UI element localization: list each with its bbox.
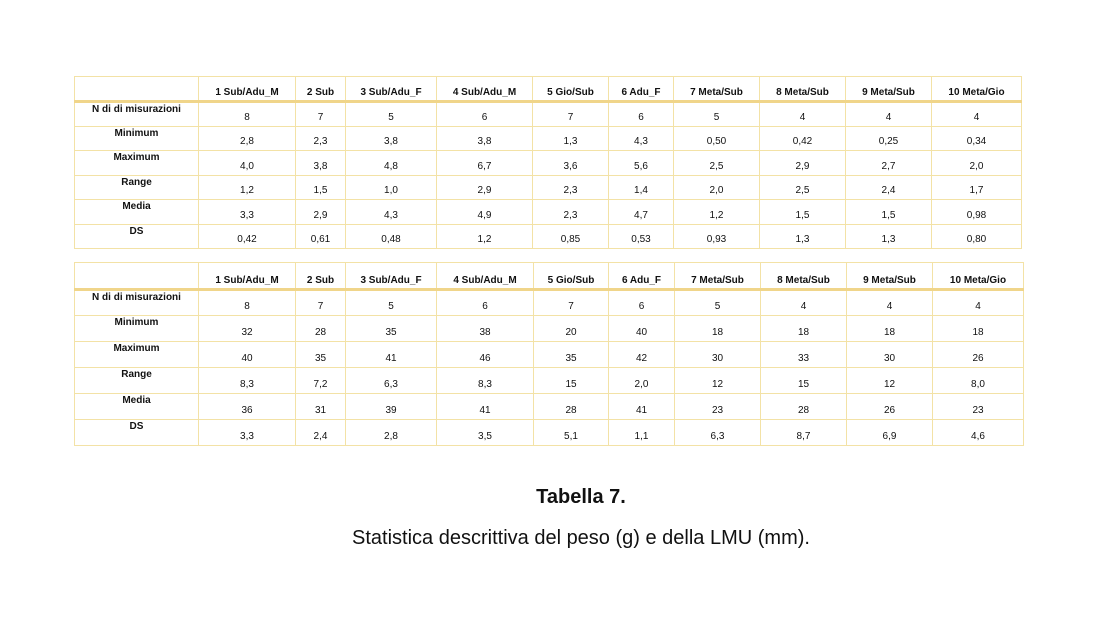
table-cell: 30 xyxy=(675,342,761,368)
table-cell: 5 xyxy=(346,102,437,127)
table-cell: 28 xyxy=(761,394,847,420)
table-cell: 2,5 xyxy=(760,175,846,200)
table-cell: 26 xyxy=(847,394,933,420)
table-cell: 39 xyxy=(346,394,437,420)
table-cell: 1,3 xyxy=(533,126,609,151)
table-cell: 36 xyxy=(199,394,296,420)
table-cell: 4,3 xyxy=(609,126,674,151)
table-cell: 8,0 xyxy=(933,368,1024,394)
table-cell: 1,2 xyxy=(199,175,296,200)
table-cell: 7 xyxy=(296,102,346,127)
header-cell: 4 Sub/Adu_M xyxy=(437,77,533,102)
table-cell: 38 xyxy=(437,316,534,342)
header-cell: 7 Meta/Sub xyxy=(675,263,761,290)
header-cell: 9 Meta/Sub xyxy=(847,263,933,290)
header-cell xyxy=(75,77,199,102)
table-cell: 0,53 xyxy=(609,224,674,249)
table-cell: 2,9 xyxy=(296,200,346,225)
table-cell: 4 xyxy=(932,102,1022,127)
table-cell: 41 xyxy=(346,342,437,368)
table-peso xyxy=(74,76,1022,249)
table-cell: 4 xyxy=(760,102,846,127)
table-cell: 3,6 xyxy=(533,151,609,176)
table-header-row xyxy=(75,77,1022,102)
header-cell: 10 Meta/Gio xyxy=(932,77,1022,102)
table-cell: 3,5 xyxy=(437,420,534,446)
table-cell: 5 xyxy=(346,290,437,316)
header-cell: 9 Meta/Sub xyxy=(846,77,932,102)
caption-title: Tabella 7. xyxy=(536,486,626,508)
table-cell: 1,5 xyxy=(296,175,346,200)
table-cell: 18 xyxy=(761,316,847,342)
row-label: N di di misurazioni xyxy=(75,290,199,316)
table-cell: 1,1 xyxy=(609,420,675,446)
table-cell: 7 xyxy=(533,102,609,127)
table-cell: 2,3 xyxy=(533,175,609,200)
table-row xyxy=(75,316,1024,342)
table-cell: 0,98 xyxy=(932,200,1022,225)
table-cell: 0,61 xyxy=(296,224,346,249)
table-cell: 7,2 xyxy=(296,368,346,394)
table-cell: 0,93 xyxy=(674,224,760,249)
table-cell: 2,0 xyxy=(674,175,760,200)
table-cell: 12 xyxy=(847,368,933,394)
table-cell: 2,9 xyxy=(437,175,533,200)
table-cell: 46 xyxy=(437,342,534,368)
table-cell: 1,4 xyxy=(609,175,674,200)
table-cell: 1,5 xyxy=(760,200,846,225)
table-cell: 2,8 xyxy=(199,126,296,151)
header-cell: 8 Meta/Sub xyxy=(760,77,846,102)
table-lmu xyxy=(74,262,1024,446)
table-cell: 4 xyxy=(933,290,1024,316)
table-cell: 1,3 xyxy=(760,224,846,249)
header-cell: 8 Meta/Sub xyxy=(761,263,847,290)
row-label: N di di misurazioni xyxy=(75,102,199,127)
table-cell: 7 xyxy=(296,290,346,316)
table-cell: 15 xyxy=(534,368,609,394)
table-cell: 4,7 xyxy=(609,200,674,225)
header-cell: 7 Meta/Sub xyxy=(674,77,760,102)
table-cell: 2,4 xyxy=(296,420,346,446)
table-cell: 8 xyxy=(199,102,296,127)
table-cell: 42 xyxy=(609,342,675,368)
header-cell: 5 Gio/Sub xyxy=(534,263,609,290)
table-cell: 0,48 xyxy=(346,224,437,249)
table-cell: 2,8 xyxy=(346,420,437,446)
table-row xyxy=(75,151,1022,176)
table-cell: 6,7 xyxy=(437,151,533,176)
table-cell: 1,0 xyxy=(346,175,437,200)
table-cell: 3,8 xyxy=(437,126,533,151)
table-cell: 3,3 xyxy=(199,420,296,446)
table-cell: 2,7 xyxy=(846,151,932,176)
table-cell: 0,50 xyxy=(674,126,760,151)
table-row xyxy=(75,368,1024,394)
table-cell: 5 xyxy=(675,290,761,316)
table-cell: 1,3 xyxy=(846,224,932,249)
table-cell: 6 xyxy=(437,102,533,127)
table-cell: 18 xyxy=(933,316,1024,342)
table-cell: 4,9 xyxy=(437,200,533,225)
row-label: Range xyxy=(75,175,199,200)
table-cell: 6,9 xyxy=(847,420,933,446)
table-row xyxy=(75,102,1022,127)
table-cell: 35 xyxy=(296,342,346,368)
table-cell: 6 xyxy=(437,290,534,316)
table-cell: 8 xyxy=(199,290,296,316)
table-cell: 41 xyxy=(437,394,534,420)
table-cell: 2,5 xyxy=(674,151,760,176)
table-cell: 5 xyxy=(674,102,760,127)
table-cell: 1,7 xyxy=(932,175,1022,200)
table-cell: 4,6 xyxy=(933,420,1024,446)
row-label: DS xyxy=(75,224,199,249)
table-cell: 4,8 xyxy=(346,151,437,176)
header-cell: 2 Sub xyxy=(296,77,346,102)
table-cell: 31 xyxy=(296,394,346,420)
table-cell: 0,42 xyxy=(199,224,296,249)
table-cell: 0,80 xyxy=(932,224,1022,249)
table-cell: 28 xyxy=(296,316,346,342)
header-cell xyxy=(75,263,199,290)
table-cell: 40 xyxy=(609,316,675,342)
table-cell: 23 xyxy=(933,394,1024,420)
table-cell: 32 xyxy=(199,316,296,342)
header-cell: 3 Sub/Adu_F xyxy=(346,263,437,290)
table-cell: 18 xyxy=(675,316,761,342)
header-cell: 5 Gio/Sub xyxy=(533,77,609,102)
table-cell: 0,34 xyxy=(932,126,1022,151)
header-cell: 1 Sub/Adu_M xyxy=(199,77,296,102)
table-cell: 26 xyxy=(933,342,1024,368)
table-cell: 0,42 xyxy=(760,126,846,151)
row-label: Range xyxy=(75,368,199,394)
row-label: Maximum xyxy=(75,342,199,368)
table-cell: 1,5 xyxy=(846,200,932,225)
header-cell: 1 Sub/Adu_M xyxy=(199,263,296,290)
table-cell: 8,3 xyxy=(437,368,534,394)
table-cell: 4,0 xyxy=(199,151,296,176)
table-cell: 6,3 xyxy=(675,420,761,446)
table-cell: 28 xyxy=(534,394,609,420)
table-cell: 1,2 xyxy=(674,200,760,225)
table-cell: 18 xyxy=(847,316,933,342)
table-row xyxy=(75,342,1024,368)
header-cell: 4 Sub/Adu_M xyxy=(437,263,534,290)
table-cell: 3,8 xyxy=(296,151,346,176)
table-cell: 35 xyxy=(534,342,609,368)
table-cell: 4 xyxy=(847,290,933,316)
row-label: Media xyxy=(75,394,199,420)
table-cell: 2,9 xyxy=(760,151,846,176)
table-cell: 2,4 xyxy=(846,175,932,200)
table-row xyxy=(75,175,1022,200)
table-cell: 23 xyxy=(675,394,761,420)
header-cell: 6 Adu_F xyxy=(609,77,674,102)
table-header-row xyxy=(75,263,1024,290)
table-cell: 5,6 xyxy=(609,151,674,176)
table-cell: 2,3 xyxy=(296,126,346,151)
table-row xyxy=(75,420,1024,446)
table-cell: 2,3 xyxy=(533,200,609,225)
table-cell: 7 xyxy=(534,290,609,316)
table-cell: 30 xyxy=(847,342,933,368)
row-label: Minimum xyxy=(75,316,199,342)
table-cell: 6 xyxy=(609,290,675,316)
table-row xyxy=(75,224,1022,249)
caption-text: Statistica descrittiva del peso (g) e della LMU (mm). xyxy=(352,527,810,549)
header-cell: 6 Adu_F xyxy=(609,263,675,290)
table-cell: 0,25 xyxy=(846,126,932,151)
table-cell: 1,2 xyxy=(437,224,533,249)
table-cell: 35 xyxy=(346,316,437,342)
table-cell: 6,3 xyxy=(346,368,437,394)
row-label: Media xyxy=(75,200,199,225)
table-cell: 3,3 xyxy=(199,200,296,225)
table-cell: 3,8 xyxy=(346,126,437,151)
row-label: Maximum xyxy=(75,151,199,176)
table-cell: 6 xyxy=(609,102,674,127)
header-cell: 3 Sub/Adu_F xyxy=(346,77,437,102)
table-cell: 2,0 xyxy=(609,368,675,394)
table-cell: 8,3 xyxy=(199,368,296,394)
row-label: Minimum xyxy=(75,126,199,151)
table-cell: 2,0 xyxy=(932,151,1022,176)
table-cell: 20 xyxy=(534,316,609,342)
table-row xyxy=(75,200,1022,225)
table-cell: 33 xyxy=(761,342,847,368)
table-cell: 15 xyxy=(761,368,847,394)
table-row xyxy=(75,126,1022,151)
header-cell: 10 Meta/Gio xyxy=(933,263,1024,290)
table-cell: 4 xyxy=(761,290,847,316)
table-cell: 4,3 xyxy=(346,200,437,225)
table-row xyxy=(75,290,1024,316)
table-cell: 8,7 xyxy=(761,420,847,446)
table-cell: 0,85 xyxy=(533,224,609,249)
header-cell: 2 Sub xyxy=(296,263,346,290)
table-cell: 4 xyxy=(846,102,932,127)
table-row xyxy=(75,394,1024,420)
table-cell: 5,1 xyxy=(534,420,609,446)
table-cell: 12 xyxy=(675,368,761,394)
row-label: DS xyxy=(75,420,199,446)
table-cell: 41 xyxy=(609,394,675,420)
table-cell: 40 xyxy=(199,342,296,368)
